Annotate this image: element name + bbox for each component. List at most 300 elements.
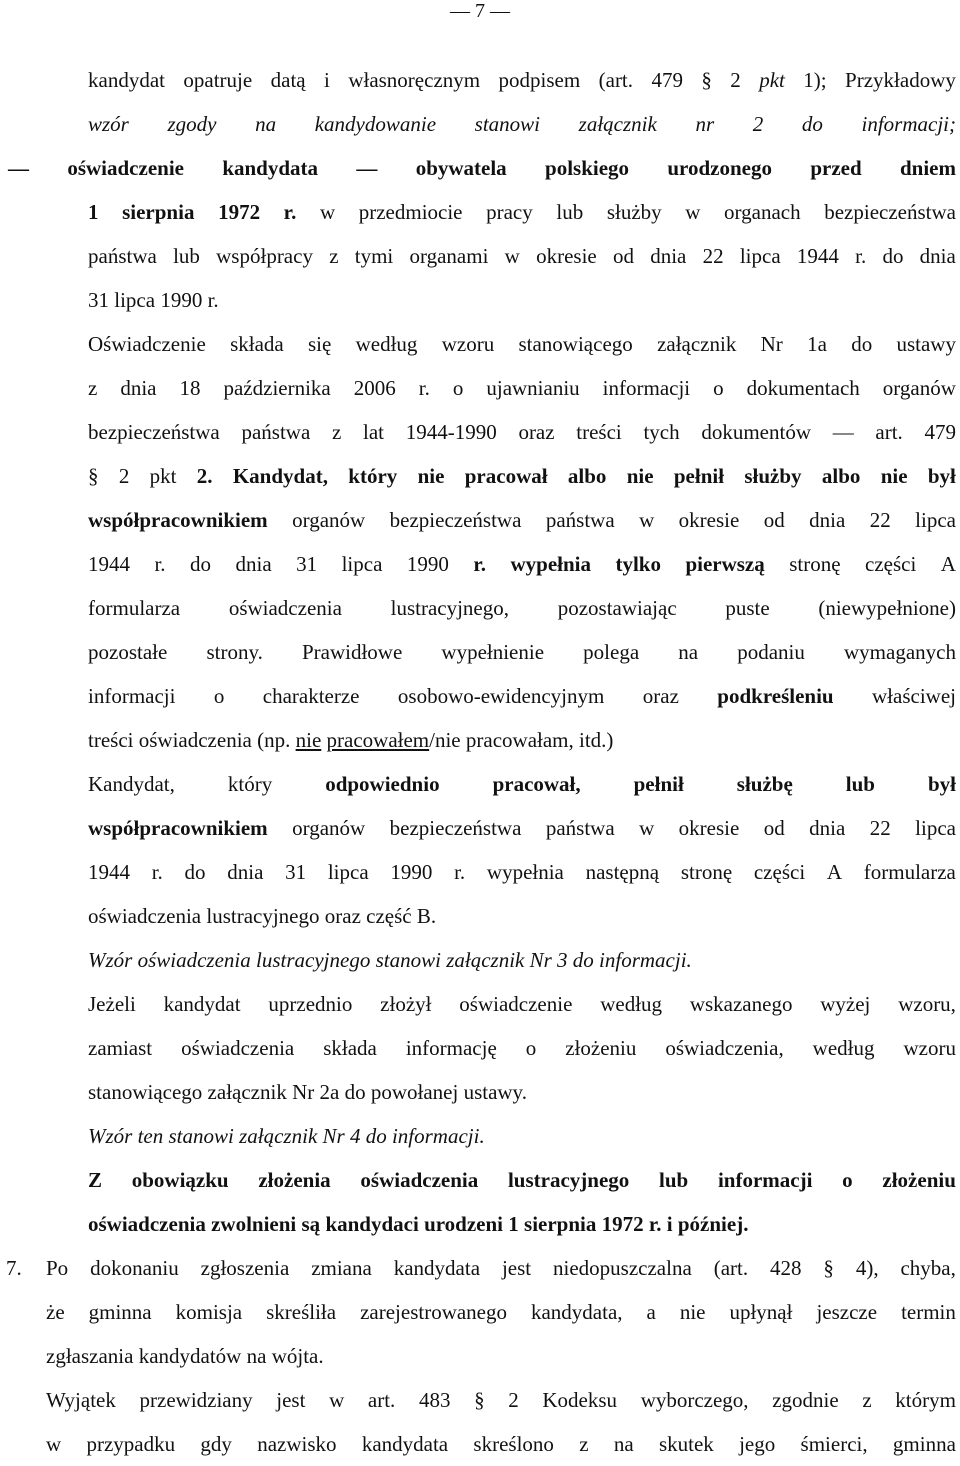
word: albo: [821, 464, 861, 488]
word: kandydata: [393, 1256, 481, 1280]
word: pełnił: [673, 464, 725, 488]
word: pracowałem/nie: [326, 728, 461, 752]
word: dniem: [899, 156, 956, 180]
word: 1: [508, 1212, 519, 1236]
word: 1);: [803, 68, 827, 92]
word: pracował: [464, 464, 548, 488]
word: wskazanego: [689, 992, 793, 1016]
text-line: [46, 1290, 956, 1334]
word: treści: [88, 728, 134, 752]
word: dnia: [919, 244, 956, 268]
word: stanowi: [168, 1124, 234, 1148]
word: datą: [270, 68, 306, 92]
item-number: 7.: [6, 1256, 22, 1280]
word: stanowiącego: [88, 1080, 203, 1104]
word: okresie: [678, 816, 740, 840]
word: lub: [173, 244, 200, 268]
word: dokumentów: [701, 420, 811, 444]
word: zgody: [167, 112, 217, 136]
word: a: [646, 1300, 656, 1324]
word: wypełnia: [510, 552, 591, 576]
word: był: [927, 464, 956, 488]
word: chyba,: [900, 1256, 956, 1280]
word: §: [701, 68, 712, 92]
word: obywatela: [415, 156, 507, 180]
word: dokonaniu: [90, 1256, 179, 1280]
word: zgłoszenia: [200, 1256, 290, 1280]
word: w: [504, 244, 520, 268]
text-line: [88, 762, 956, 806]
word: wyborczego,: [640, 1388, 749, 1412]
word: 1972: [601, 1212, 644, 1236]
word: art.: [367, 1388, 396, 1412]
word: organach: [724, 200, 801, 224]
word: 22: [869, 816, 891, 840]
word: pełnił: [633, 772, 684, 796]
word: dnia: [120, 376, 157, 400]
word: współpracownikiem: [88, 816, 268, 840]
word: okresie: [678, 508, 740, 532]
word: zgłaszania: [46, 1344, 134, 1368]
word: Kodeksu: [542, 1388, 618, 1412]
word: obowiązku: [131, 1168, 229, 1192]
word: informacji: [602, 376, 691, 400]
word: upłynął: [729, 1300, 793, 1324]
word: §: [88, 464, 99, 488]
text-line: [88, 718, 956, 762]
word: wzór: [88, 112, 129, 136]
word: 1990: [160, 288, 203, 312]
word: śmierci,: [800, 1432, 868, 1456]
word: na: [255, 112, 277, 136]
text-line: [46, 1422, 956, 1466]
word: według: [355, 332, 418, 356]
word: przedmiocie: [358, 200, 463, 224]
word: współpracy: [216, 244, 313, 268]
word: r.: [151, 860, 163, 884]
word: i: [324, 68, 330, 92]
text-line: [88, 1026, 956, 1070]
word: pozostałe: [88, 640, 168, 664]
word: o: [452, 376, 464, 400]
word: osobowo-ewidencyjnym: [397, 684, 605, 708]
word: 1944: [88, 860, 130, 884]
word: organów: [292, 816, 366, 840]
word: składa: [230, 332, 284, 356]
word: oraz: [324, 904, 361, 928]
word: do: [572, 948, 594, 972]
word: i: [666, 1212, 673, 1236]
word: pierwszą: [685, 552, 765, 576]
word: 2: [730, 68, 741, 92]
word: 3: [557, 948, 568, 972]
word: był: [927, 772, 956, 796]
word: lipca: [327, 860, 369, 884]
word: gdy: [200, 1432, 232, 1456]
text-line: [88, 674, 956, 718]
word: podkreśleniu: [717, 684, 834, 708]
word: którym: [895, 1388, 956, 1412]
word: urodzeni: [424, 1212, 504, 1236]
word: informacji: [717, 1168, 813, 1192]
word: r.: [418, 376, 430, 400]
word: 1: [88, 200, 99, 224]
word: lipca: [341, 552, 383, 576]
word: ujawnianiu: [486, 376, 580, 400]
word: wzoru: [903, 1036, 956, 1060]
word: A: [940, 552, 956, 576]
text-line: [88, 586, 956, 630]
word: art.: [875, 420, 903, 444]
word: stronę: [680, 860, 733, 884]
word: oświadczenia: [88, 904, 202, 928]
word: pracował,: [492, 772, 581, 796]
word: wyżej: [820, 992, 871, 1016]
word: —: [8, 156, 29, 180]
word: niedopuszczalna: [553, 1256, 692, 1280]
word: pkt: [149, 464, 177, 488]
word: wójta.: [271, 1344, 324, 1368]
word: wypełnia: [486, 860, 564, 884]
word: 22: [702, 244, 724, 268]
word: stanowiącego: [518, 332, 633, 356]
word: okresie: [536, 244, 597, 268]
word: część: [366, 904, 412, 928]
word: Wyjątek: [46, 1388, 116, 1412]
word: Wzór: [88, 948, 133, 972]
word: sierpnia: [524, 1212, 597, 1236]
word: według: [812, 1036, 875, 1060]
text-line: [88, 58, 956, 102]
word: ten: [137, 1124, 164, 1148]
word: 4: [349, 1124, 361, 1148]
word: 2: [508, 1388, 519, 1412]
word: załącznik: [207, 1080, 287, 1104]
word: własnoręcznym: [348, 68, 481, 92]
word: 1990: [406, 552, 449, 576]
word: organów: [882, 376, 956, 400]
word: organów: [292, 508, 366, 532]
word: tymi: [354, 244, 394, 268]
text-line: [88, 366, 956, 410]
text-line: [88, 894, 956, 938]
word: lub: [659, 1168, 689, 1192]
item-text: [46, 1246, 956, 1290]
word: oświadczenia,: [665, 1036, 784, 1060]
word: r.: [154, 552, 166, 576]
word: państwa: [545, 508, 615, 532]
word: 1972: [218, 200, 261, 224]
word: 1990: [390, 860, 433, 884]
word: lat: [363, 420, 385, 444]
text-line: [88, 1070, 956, 1114]
word: do: [344, 1080, 366, 1104]
word: 2: [118, 464, 130, 488]
word: zamiast: [88, 1036, 153, 1060]
word: sierpnia: [122, 200, 195, 224]
word: załącznik: [578, 112, 657, 136]
word: 4),: [855, 1256, 879, 1280]
word: lub: [556, 200, 584, 224]
word: Prawidłowe: [301, 640, 403, 664]
word: polega: [583, 640, 640, 664]
word: lipca: [114, 288, 156, 312]
text-line: [88, 1158, 956, 1202]
word: odpowiednio: [325, 772, 440, 796]
word: jest: [276, 1388, 306, 1412]
word: tych: [643, 420, 680, 444]
word: gminna: [892, 1432, 956, 1456]
word: A: [826, 860, 843, 884]
word: Oświadczenie: [88, 332, 206, 356]
word: 479: [924, 420, 956, 444]
word: w: [639, 508, 655, 532]
word: na: [246, 1344, 267, 1368]
word: na: [678, 640, 699, 664]
word: —: [832, 420, 854, 444]
word: bezpieczeństwa: [88, 420, 220, 444]
word: Nr: [529, 948, 552, 972]
word: polskiego: [545, 156, 630, 180]
text-line: [88, 410, 956, 454]
word: nr: [695, 112, 715, 136]
word: treści: [576, 420, 622, 444]
word: B.: [416, 904, 437, 928]
word: wzoru: [441, 332, 495, 356]
word: r.: [283, 200, 297, 224]
document-body: [6, 58, 956, 1466]
word: informacji: [88, 684, 176, 708]
text-line: [88, 806, 956, 850]
word: termin: [901, 1300, 956, 1324]
word: r.: [648, 1212, 662, 1236]
numbered-line: [6, 1246, 956, 1290]
word: (niewypełnione): [818, 596, 956, 620]
word: 2.: [196, 464, 213, 488]
word: lipca: [915, 508, 956, 532]
word: właściwej: [872, 684, 956, 708]
word: tylko: [615, 552, 661, 576]
word: zgodnie: [772, 1388, 839, 1412]
word: stronę: [789, 552, 841, 576]
word: w: [639, 816, 655, 840]
word: oświadczenia: [228, 596, 342, 620]
word: 479: [651, 68, 683, 92]
word: w: [319, 200, 336, 224]
word: części: [865, 552, 917, 576]
word: informacji;: [861, 112, 956, 136]
text-line: [46, 1378, 956, 1422]
word: z: [88, 376, 98, 400]
word: oświadczenie: [67, 156, 184, 180]
text-line: [88, 982, 956, 1026]
word: do: [190, 552, 212, 576]
word: 1944: [88, 552, 130, 576]
word: o: [842, 1168, 853, 1192]
word: 2a: [319, 1080, 340, 1104]
word: 483: [418, 1388, 451, 1412]
word: Z: [88, 1168, 103, 1192]
word: pracy: [486, 200, 533, 224]
word: informacji.: [391, 1124, 485, 1148]
text-line: [88, 938, 956, 982]
word: złożeniu: [882, 1168, 956, 1192]
word: kandydata: [361, 1432, 449, 1456]
word: stanowi: [474, 112, 541, 136]
word: informację: [405, 1036, 497, 1060]
word: lustracyjnego,: [390, 596, 510, 620]
word: przypadku: [86, 1432, 176, 1456]
word: lustracyjnego: [507, 1168, 630, 1192]
text-line: [88, 850, 956, 894]
word: albo: [567, 464, 607, 488]
word: państwa: [88, 244, 157, 268]
word: kandydowanie: [314, 112, 437, 136]
word: puste: [725, 596, 770, 620]
word: ustawy: [896, 332, 956, 356]
word: §: [474, 1388, 485, 1412]
word: skreślono: [473, 1432, 554, 1456]
text-line: [88, 102, 956, 146]
word: formularza: [863, 860, 956, 884]
word: nazwisko: [257, 1432, 337, 1456]
word: który: [227, 772, 273, 796]
word: kandydat: [88, 68, 165, 92]
word: oświadczenia: [88, 1212, 206, 1236]
word: skreśliła: [266, 1300, 337, 1324]
word: organami: [409, 244, 489, 268]
word: r.: [207, 288, 219, 312]
word: od: [763, 508, 785, 532]
word: oświadczenia: [360, 1168, 479, 1192]
word: dnia: [650, 244, 687, 268]
word: dnia: [809, 816, 846, 840]
word: przed: [810, 156, 862, 180]
word: służby: [606, 200, 662, 224]
word: później.: [677, 1212, 749, 1236]
word: oraz: [642, 684, 679, 708]
text-line: [88, 498, 956, 542]
word: Nr: [292, 1080, 315, 1104]
word: dnia: [235, 552, 272, 576]
word: jego: [739, 1432, 776, 1456]
word: załącznik: [239, 1124, 318, 1148]
word: urodzonego: [667, 156, 772, 180]
word: lipca: [739, 244, 781, 268]
word: zwolnieni: [211, 1212, 297, 1236]
word: służbę: [736, 772, 793, 796]
text-line: [88, 190, 956, 234]
word: 1944-1990: [405, 420, 497, 444]
word: załącznik: [446, 948, 525, 972]
word: w: [685, 200, 701, 224]
word: Kandydat,: [88, 772, 175, 796]
word: z: [332, 420, 342, 444]
word: nie: [679, 1300, 706, 1324]
word: kandydata: [222, 156, 319, 180]
word: z: [579, 1432, 589, 1456]
word: 428: [770, 1256, 802, 1280]
word: formularza: [88, 596, 181, 620]
word: do: [882, 244, 904, 268]
word: składa: [323, 1036, 377, 1060]
word: Po: [46, 1256, 69, 1280]
word: lub: [845, 772, 875, 796]
word: Kandydat,: [232, 464, 328, 488]
word: Wzór: [88, 1124, 133, 1148]
word: stanowi: [375, 948, 441, 972]
word: od: [612, 244, 634, 268]
word: jeszcze: [816, 1300, 878, 1324]
word: według: [600, 992, 663, 1016]
word: wypełnienie: [441, 640, 545, 664]
word: —: [356, 156, 378, 180]
word: załącznik: [657, 332, 737, 356]
word: Nr: [760, 332, 783, 356]
text-line: [88, 1114, 956, 1158]
word: ustawy.: [463, 1080, 527, 1104]
word: §: [823, 1256, 834, 1280]
word: r.: [454, 860, 466, 884]
word: 22: [869, 508, 891, 532]
page-number: — 7 —: [450, 0, 510, 22]
word: gminna: [88, 1300, 152, 1324]
word: oświadczenie: [459, 992, 573, 1016]
word: 1a: [807, 332, 827, 356]
word: oświadczenia: [181, 1036, 295, 1060]
word: o: [713, 376, 724, 400]
word: o: [213, 684, 225, 708]
word: podaniu: [737, 640, 805, 664]
word: w: [46, 1432, 62, 1456]
word: się: [308, 332, 332, 356]
word: (art.: [713, 1256, 749, 1280]
word: do: [851, 332, 873, 356]
word: państwa: [545, 816, 615, 840]
word: na: [613, 1432, 634, 1456]
word: lipca: [915, 816, 956, 840]
word: powołanej: [370, 1080, 459, 1104]
word: komisja: [175, 1300, 243, 1324]
text-line: [46, 1334, 956, 1378]
word: 2006: [353, 376, 396, 400]
word: który: [348, 464, 398, 488]
word: złożeniu: [565, 1036, 637, 1060]
word: części: [753, 860, 806, 884]
word: kandydaci: [325, 1212, 419, 1236]
word: z: [862, 1388, 872, 1412]
word: że: [46, 1300, 65, 1324]
word: wzoru,: [898, 992, 956, 1016]
word: skutek: [658, 1432, 714, 1456]
word: wymaganych: [844, 640, 956, 664]
word: pracowałam,: [465, 728, 574, 752]
word: itd.): [579, 728, 614, 752]
word: charakterze: [262, 684, 360, 708]
word: oświadczenia: [137, 948, 251, 972]
word: października: [223, 376, 331, 400]
word: są: [301, 1212, 321, 1236]
text-line: [88, 454, 956, 498]
word: jest: [501, 1256, 532, 1280]
word: podpisem: [498, 68, 581, 92]
word: r.: [855, 244, 867, 268]
word: kandydatów: [138, 1344, 242, 1368]
word: opatruje: [183, 68, 253, 92]
text-line: [88, 234, 956, 278]
word: bezpieczeństwa: [389, 508, 522, 532]
word: z: [329, 244, 339, 268]
